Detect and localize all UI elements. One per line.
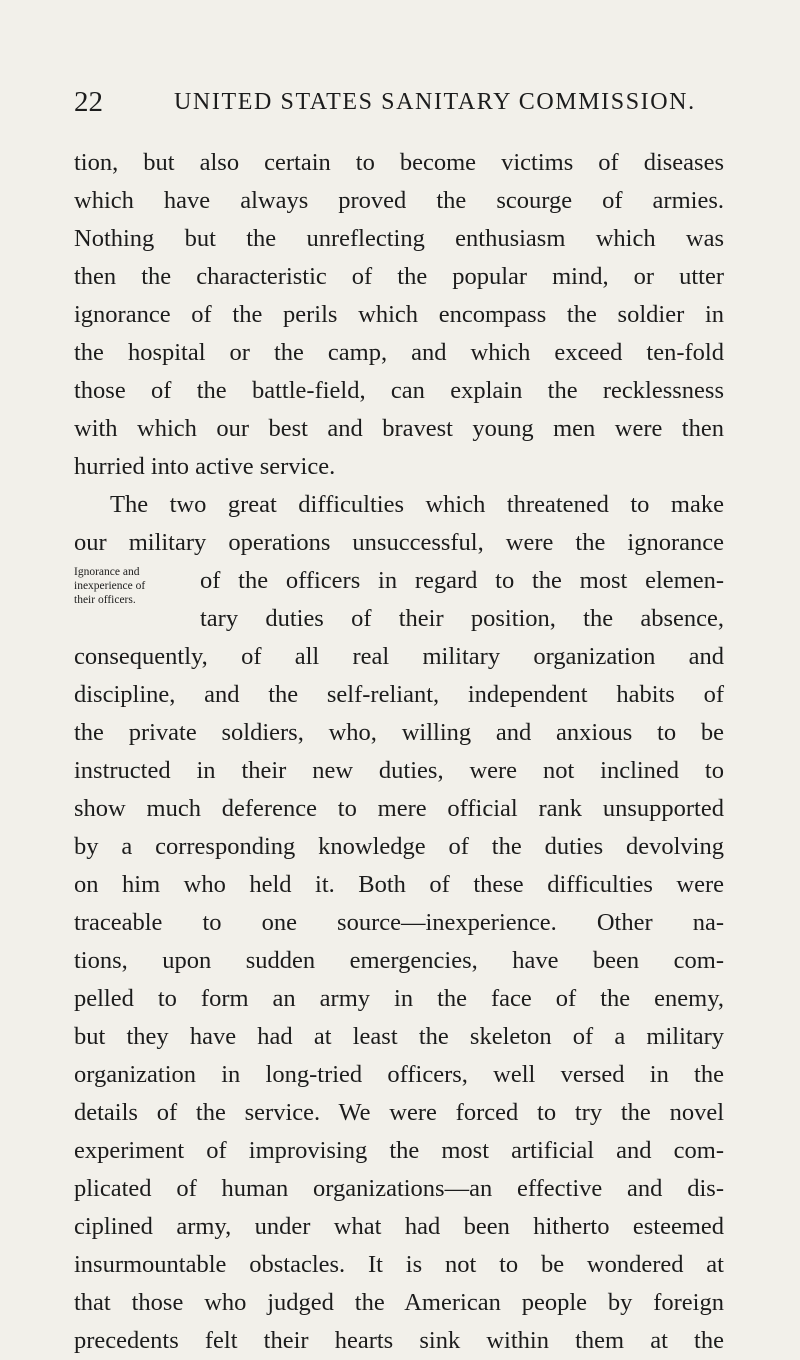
text-line: our military operations unsuccessful, were the ignorance	[74, 529, 724, 556]
text-line: insurmountable obstacles. It is not to be wondered at	[74, 1251, 724, 1278]
text-line: hurried into active service.	[74, 453, 336, 480]
text-line: Nothing but the unreflecting enthusiasm which was	[74, 225, 724, 252]
text-line: The two great difficulties which threatened to make	[110, 491, 724, 518]
text-line: then the characteristic of the popular mind, or utter	[74, 263, 724, 290]
text-line: tion, but also certain to become victims of diseases	[74, 149, 724, 176]
page-header	[74, 84, 726, 120]
text-line: with which our best and bravest young men were then	[74, 415, 724, 442]
text-line: traceable to one source—inexperience. Other na-	[74, 909, 724, 936]
text-line: but they have had at least the skeleton of a military	[74, 1023, 724, 1050]
text-line: discipline, and the self-reliant, independent habits of	[74, 681, 724, 708]
text-line: consequently, of all real military organization and	[74, 643, 724, 670]
text-line: pelled to form an army in the face of the enemy,	[74, 985, 724, 1012]
margin-note-line: Ignorance and	[74, 566, 140, 578]
text-line: tions, upon sudden emergencies, have been com-	[74, 947, 724, 974]
text-line: those of the battle-field, can explain the recklessness	[74, 377, 724, 404]
text-line: precedents felt their hearts sink within them at the	[74, 1327, 724, 1354]
text-line: on him who held it. Both of these difficulties were	[74, 871, 724, 898]
margin-note-line: inexperience of	[74, 580, 146, 592]
text-line: of the officers in regard to the most elemen-	[200, 567, 724, 594]
margin-note-line: their officers.	[74, 594, 136, 606]
text-line: experiment of improvising the most artificial and com-	[74, 1137, 724, 1164]
running-head: UNITED STATES SANITARY COMMISSION.	[174, 89, 696, 115]
text-line: plicated of human organizations—an effective and dis-	[74, 1175, 724, 1202]
text-line: organization in long-tried officers, well versed in the	[74, 1061, 724, 1088]
text-line: details of the service. We were forced to try the novel	[74, 1099, 724, 1126]
text-line: tary duties of their position, the absence,	[200, 605, 724, 632]
text-line: show much deference to mere official rank unsupported	[74, 795, 724, 822]
text-line: the private soldiers, who, willing and anxious to be	[74, 719, 724, 746]
text-line: by a corresponding knowledge of the duties devolving	[74, 833, 724, 860]
text-line: which have always proved the scourge of armies.	[74, 187, 724, 214]
text-line: the hospital or the camp, and which exceed ten-fold	[74, 339, 724, 366]
text-line: ignorance of the perils which encompass the soldier in	[74, 301, 724, 328]
text-line: ciplined army, under what had been hitherto esteemed	[74, 1213, 724, 1240]
page-number: 22	[74, 86, 103, 118]
body-text	[74, 144, 724, 1360]
text-line: instructed in their new duties, were not inclined to	[74, 757, 724, 784]
text-line: that those who judged the American people by foreign	[74, 1289, 724, 1316]
